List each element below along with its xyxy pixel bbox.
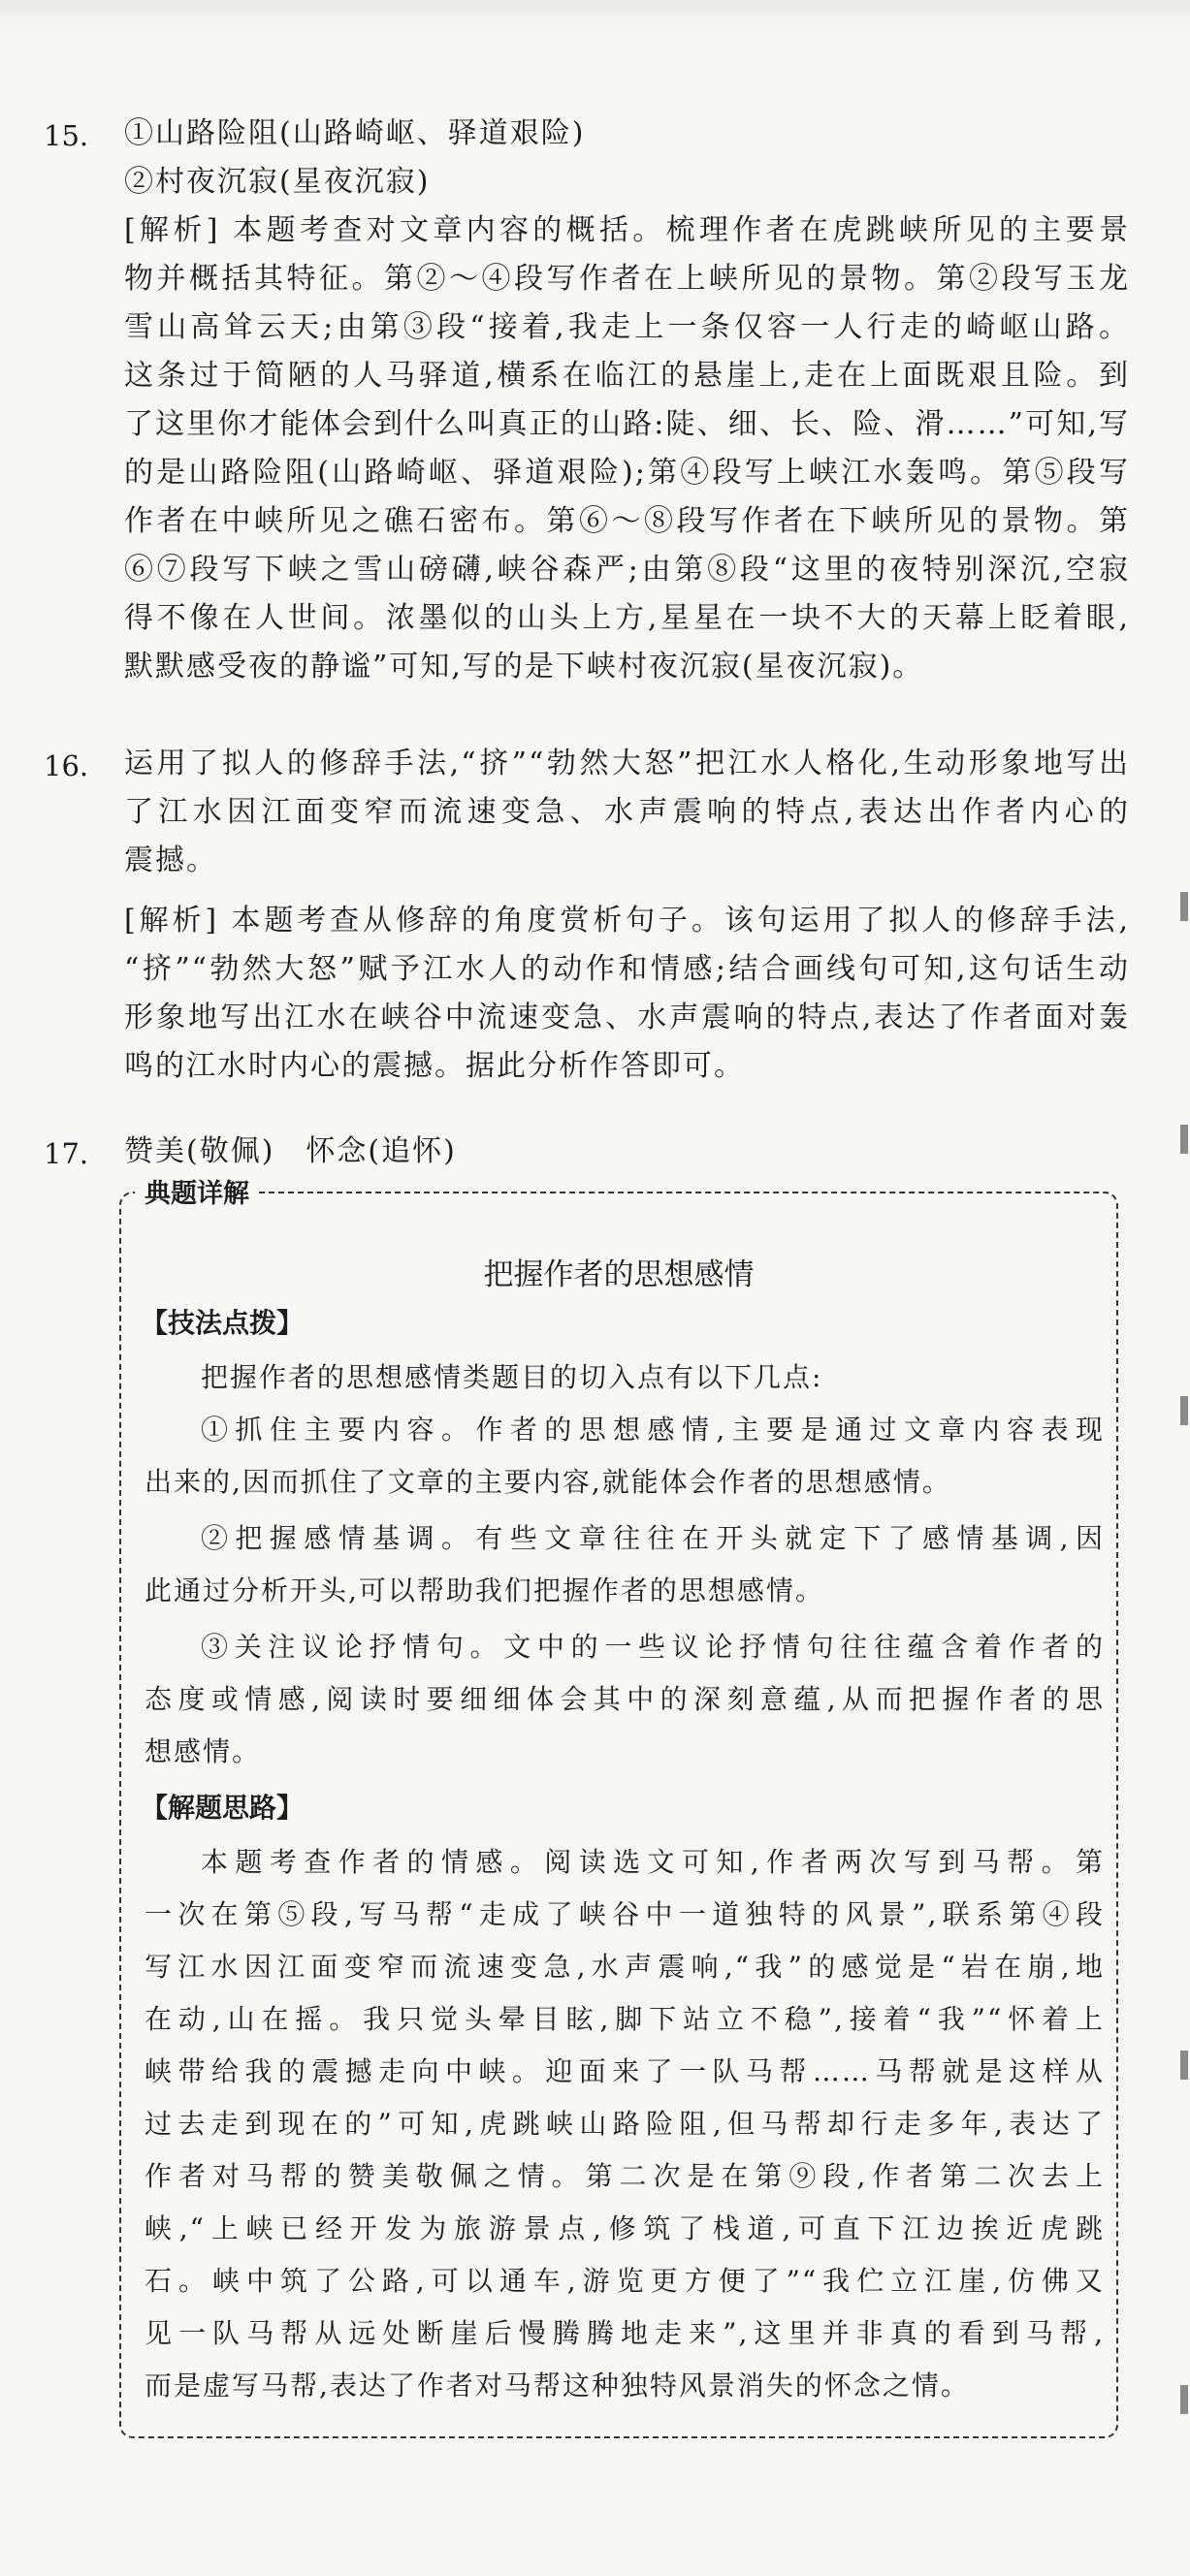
analysis-tag: [解析] — [124, 904, 219, 938]
question-number: 17. — [44, 1137, 89, 1170]
technique-point: ②把握感情基调。有些文章往往在开头就定下了感情基调,因 此通过分析开头,可以帮助我们把握作者的思想感情。 — [145, 1522, 1105, 1606]
analysis-line: 这条过于简陋的人马驿道,横系在临江的悬崖上,走在上面既艰且险。到 — [124, 359, 1130, 393]
question-17-body — [124, 1128, 1130, 1176]
scan-edge-mark — [1180, 892, 1188, 921]
analysis-tag: [解析] — [124, 213, 220, 247]
scan-shade — [0, 0, 1190, 39]
section-heading: 【解题思路】 — [141, 1792, 305, 1824]
answer-line: 震撼。 — [124, 843, 217, 877]
explanation-box — [119, 1179, 1118, 2438]
box-title: 把握作者的思想感情 — [483, 1257, 755, 1292]
analysis-line: 鸣的江水时内心的震撼。据此分析作答即可。 — [124, 1049, 745, 1083]
scan-edge-mark — [1180, 2385, 1188, 2414]
answer-line: ②村夜沉寂(星夜沉寂) — [124, 165, 431, 199]
technique-point: ①抓住主要内容。作者的思想感情,主要是通过文章内容表现 出来的,因而抓住了文章的主要内容,就能体会作者的思想感情。 — [145, 1414, 1105, 1498]
scan-edge-mark — [1180, 1125, 1188, 1154]
answer-line: 赞美(敬佩) 怀念(追怀) — [124, 1134, 457, 1168]
answer-line: 运用了拟人的修辞手法,“挤”“勃然大怒”把江水人格化,生动形象地写出 — [124, 747, 1130, 780]
analysis — [124, 207, 1130, 691]
section-heading: 【技法点拨】 — [141, 1307, 305, 1339]
scan-edge-mark — [1180, 2051, 1188, 2080]
answer-line: 了江水因江面变窄而流速变急、水声震响的特点,表达出作者内心的 — [124, 795, 1130, 829]
analysis-line: 默默感受夜的静谧”可知,写的是下峡村夜沉寂(星夜沉寂)。 — [124, 650, 924, 684]
question-number: 15. — [44, 119, 89, 152]
question-15-body — [124, 110, 1130, 691]
answer-line: ①山路险阻(山路崎岖、驿道艰险) — [124, 116, 586, 150]
question-16-body — [124, 740, 1130, 1091]
solution-paragraph: 本题考查作者的情感。阅读选文可知,作者两次写到马帮。第 一次在第⑤段,写马帮“走成了峡谷中一道独特的风景”,联系第④段 写江水因江面变窄而流速变急,水声震响,“我”的感觉是“岩在崩,地 在动,山在摇。我只觉头晕目眩,脚下站立不稳”,接着“我”“怀着上 峡带给我的震撼走向中峡。迎面来了一队马帮……马帮就是这样从 过去走到现在的”可知,虎跳峡山路险阻,但马帮却行走多年,表达了 作者对马帮的赞美敬佩之情。第二次是在第⑨段,作者第二次去上 峡,“上峡已经开发为旅游景点,修筑了栈道,可直下江边挨近虎跳 石。峡中筑了公路,可以通车,游览更方便了”“我伫立江崖,仿佛又 见一队马帮从远处断崖后慢腾腾地走来”,这里并非真的看到马帮, 而是虚写马帮,表达了作者对马帮这种独特风景消失的怀念之情。 — [145, 1846, 1105, 2401]
analysis-line: 的是山路险阻(山路崎岖、驿道艰险);第④段写上峡江水轰鸣。第⑤段写 — [124, 456, 1130, 490]
analysis-line: “挤”“勃然大怒”赋予江水人的动作和情感;结合画线句可知,这句话生动 — [124, 952, 1130, 986]
question-number: 16. — [44, 749, 89, 782]
analysis-line: ⑥⑦段写下峡之雪山磅礴,峡谷森严;由第⑧段“这里的夜特别深沉,空寂 — [124, 553, 1130, 587]
analysis-line: 形象地写出江水在峡谷中流速变急、水声震响的特点,表达了作者面对轰 — [124, 1001, 1130, 1034]
scan-edge-mark — [1180, 1396, 1188, 1425]
analysis-line: [解析] 本题考查从修辞的角度赏析句子。该句运用了拟人的修辞手法, — [124, 904, 1130, 938]
technique-intro: 把握作者的思想感情类题目的切入点有以下几点: — [201, 1361, 823, 1393]
analysis-line: 得不像在人世间。浓墨似的山头上方,星星在一块不大的天幕上眨着眼, — [124, 601, 1130, 635]
analysis-line: 作者在中峡所见之礁石密布。第⑥～⑧段写作者在下峡所见的景物。第 — [124, 504, 1130, 538]
analysis-line: [解析] 本题考查对文章内容的概括。梳理作者在虎跳峡所见的主要景 — [124, 213, 1130, 247]
box-tag: 典题详解 — [135, 1172, 259, 1210]
analysis-line: 了这里你才能体会到什么叫真正的山路:陡、细、长、险、滑……”可知,写 — [124, 407, 1130, 441]
analysis-line: 物并概括其特征。第②～④段写作者在上峡所见的景物。第②段写玉龙 — [124, 262, 1130, 296]
technique-point: ③关注议论抒情句。文中的一些议论抒情句往往蕴含着作者的 态度或情感,阅读时要细细体会其中的深刻意蕴,从而把握作者的思 想感情。 — [145, 1631, 1105, 1767]
analysis-line: 雪山高耸云天;由第③段“接着,我走上一条仅容一人行走的崎岖山路。 — [124, 310, 1130, 344]
